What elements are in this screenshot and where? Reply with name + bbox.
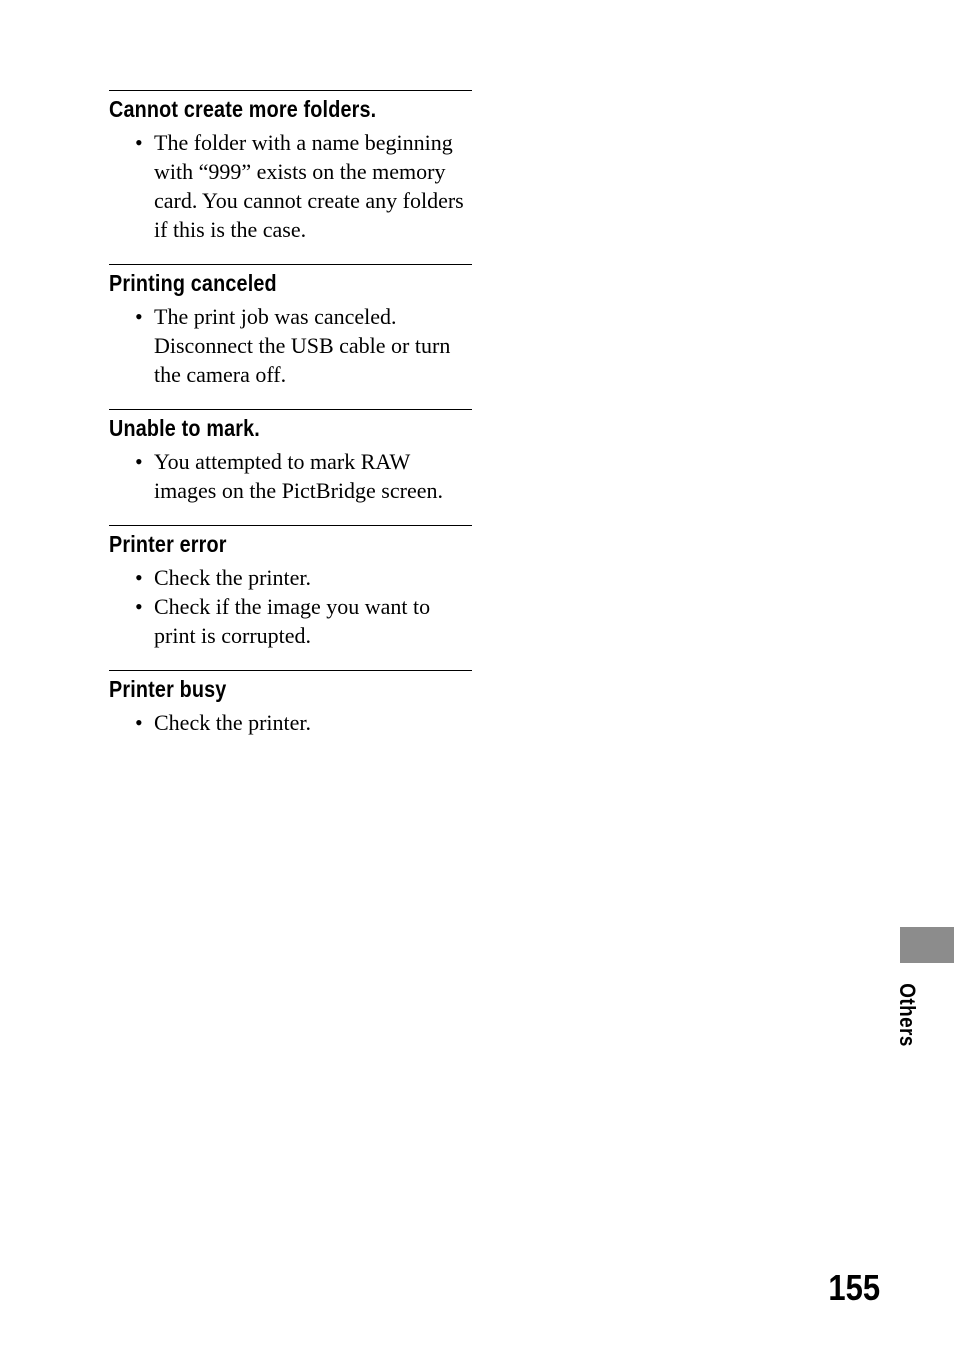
section-unable-to-mark xyxy=(109,409,472,505)
bullet-item xyxy=(109,563,472,592)
section-tab-marker xyxy=(900,927,954,963)
bullet-list xyxy=(109,128,472,244)
page-number: 155 xyxy=(828,1267,880,1308)
bullet-item xyxy=(109,302,472,389)
bullet-list xyxy=(109,708,472,737)
bullet-text: Check if the image you want to print is corrupted. xyxy=(154,594,431,648)
bullet-text: The folder with a name beginning with “999” exists on the memory card. You cannot create any folders if this is the case. xyxy=(154,130,464,242)
section-printer-busy xyxy=(109,670,472,737)
bullet-item xyxy=(109,447,472,505)
bullet-icon: • xyxy=(135,304,143,329)
section-cannot-create-folders xyxy=(109,90,472,244)
bullet-text: Check the printer. xyxy=(154,565,312,590)
bullet-text: The print job was canceled. Disconnect the USB cable or turn the camera off. xyxy=(154,304,451,387)
section-heading: Printer error xyxy=(109,531,227,557)
section-heading: Cannot create more folders. xyxy=(109,96,377,122)
message-list xyxy=(109,90,472,757)
bullet-item xyxy=(109,128,472,244)
bullet-icon: • xyxy=(135,710,143,735)
section-heading: Unable to mark. xyxy=(109,415,260,441)
bullet-list xyxy=(109,563,472,650)
section-heading: Printing canceled xyxy=(109,270,277,296)
bullet-text: You attempted to mark RAW images on the PictBridge screen. xyxy=(154,449,443,503)
section-printing-canceled xyxy=(109,264,472,389)
bullet-item xyxy=(109,708,472,737)
bullet-list xyxy=(109,302,472,389)
section-printer-error xyxy=(109,525,472,650)
section-heading: Printer busy xyxy=(109,676,227,702)
bullet-list xyxy=(109,447,472,505)
section-tab-label: Others xyxy=(895,983,920,1047)
bullet-icon: • xyxy=(135,565,143,590)
bullet-item xyxy=(109,592,472,650)
bullet-icon: • xyxy=(135,594,143,619)
bullet-icon: • xyxy=(135,449,143,474)
bullet-icon: • xyxy=(135,130,143,155)
bullet-text: Check the printer. xyxy=(154,710,312,735)
